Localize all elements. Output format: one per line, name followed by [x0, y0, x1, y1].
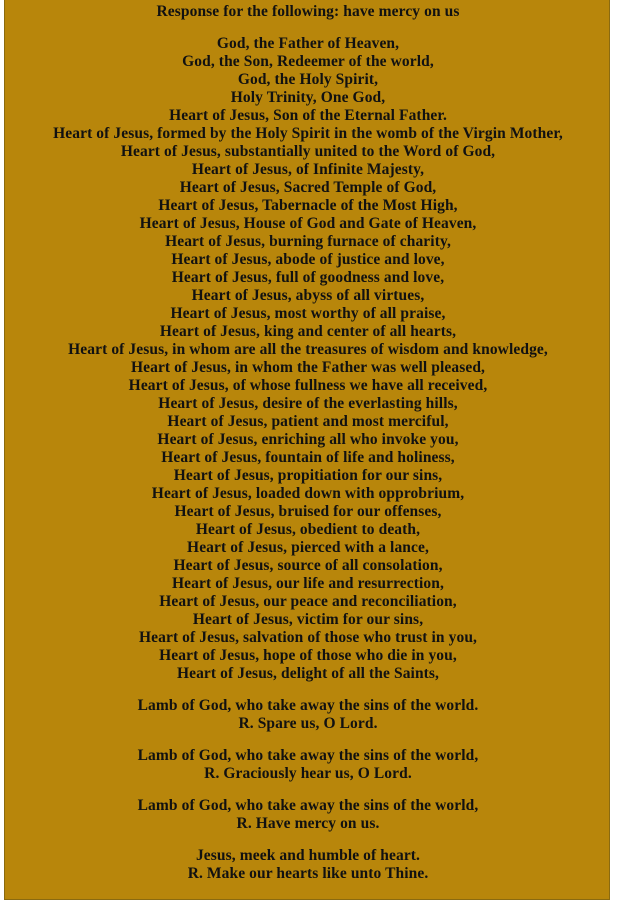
invocation-line: Heart of Jesus, enriching all who invoke you,	[157, 431, 459, 448]
invocation-line: Holy Trinity, One God,	[230, 89, 386, 106]
spacer	[5, 833, 611, 847]
lamb-section-1	[5, 697, 611, 733]
invocation-line: Heart of Jesus, formed by the Holy Spirit in the womb of the Virgin Mother,	[53, 125, 563, 142]
invocation-line: Heart of Jesus, most worthy of all praise,	[170, 305, 446, 322]
lamb-section-2	[5, 747, 611, 783]
invocation-line: Heart of Jesus, bruised for our offenses,	[174, 503, 442, 520]
spacer	[5, 733, 611, 747]
lamb-response: R. Have mercy on us.	[236, 815, 380, 832]
lamb-of-god-line: Lamb of God, who take away the sins of the world.	[137, 697, 479, 714]
lamb-response: R. Spare us, O Lord.	[238, 715, 378, 732]
litany-text	[5, 3, 611, 883]
lamb-of-god-line: Lamb of God, who take away the sins of the world,	[137, 797, 479, 814]
invocation-line: God, the Father of Heaven,	[216, 35, 400, 52]
invocation-line: Heart of Jesus, of whose fullness we have all received,	[128, 377, 488, 394]
invocation-line: Heart of Jesus, king and center of all hearts,	[159, 323, 457, 340]
invocation-line: Heart of Jesus, House of God and Gate of Heaven,	[139, 215, 477, 232]
invocation-line: Heart of Jesus, propitiation for our sins,	[173, 467, 443, 484]
invocation-line: Heart of Jesus, our life and resurrection,	[172, 575, 444, 592]
invocation-line: Heart of Jesus, hope of those who die in you,	[159, 647, 457, 664]
spacer	[5, 783, 611, 797]
invocation-line: Heart of Jesus, our peace and reconciliation,	[159, 593, 457, 610]
invocation-line: Heart of Jesus, source of all consolation,	[173, 557, 443, 574]
invocation-line: Heart of Jesus, patient and most merciful,	[167, 413, 449, 430]
lamb-section-3	[5, 797, 611, 833]
invocation-line: Heart of Jesus, full of goodness and love,	[171, 269, 445, 286]
invocation-line: Heart of Jesus, pierced with a lance,	[187, 539, 429, 556]
litany-panel	[4, 0, 610, 900]
invocation-line: God, the Son, Redeemer of the world,	[182, 53, 434, 70]
invocation-list	[5, 35, 611, 683]
invocation-line: Heart of Jesus, victim for our sins,	[192, 611, 424, 628]
invocation-line: Heart of Jesus, in whom the Father was well pleased,	[130, 359, 486, 376]
spacer	[5, 21, 611, 35]
spacer	[5, 683, 611, 697]
invocation-line: God, the Holy Spirit,	[237, 71, 379, 88]
invocation-line: Heart of Jesus, Tabernacle of the Most High,	[158, 197, 458, 214]
closing-versicle: Jesus, meek and humble of heart.	[195, 847, 421, 864]
invocation-line: Heart of Jesus, desire of the everlasting hills,	[158, 395, 458, 412]
response-instruction: Response for the following: have mercy on us	[156, 3, 460, 20]
invocation-line: Heart of Jesus, loaded down with opprobrium,	[151, 485, 465, 502]
response-header	[5, 3, 611, 21]
invocation-line: Heart of Jesus, abode of justice and love,	[171, 251, 445, 268]
invocation-line: Heart of Jesus, in whom are all the treasures of wisdom and knowledge,	[68, 341, 548, 358]
invocation-line: Heart of Jesus, burning furnace of charity,	[165, 233, 451, 250]
closing-response: R. Make our hearts like unto Thine.	[187, 865, 429, 882]
invocation-line: Heart of Jesus, Sacred Temple of God,	[179, 179, 437, 196]
invocation-line: Heart of Jesus, of Infinite Majesty,	[191, 161, 425, 178]
lamb-of-god-line: Lamb of God, who take away the sins of the world,	[137, 747, 479, 764]
invocation-line: Heart of Jesus, salvation of those who trust in you,	[138, 629, 478, 646]
closing-section	[5, 847, 611, 883]
invocation-line: Heart of Jesus, substantially united to the Word of God,	[120, 143, 496, 160]
invocation-line: Heart of Jesus, delight of all the Saints,	[176, 665, 440, 682]
invocation-line: Heart of Jesus, obedient to death,	[195, 521, 421, 538]
invocation-line: Heart of Jesus, abyss of all virtues,	[191, 287, 425, 304]
invocation-line: Heart of Jesus, fountain of life and holiness,	[161, 449, 455, 466]
lamb-response: R. Graciously hear us, O Lord.	[204, 765, 412, 782]
invocation-line: Heart of Jesus, Son of the Eternal Father.	[169, 107, 447, 124]
